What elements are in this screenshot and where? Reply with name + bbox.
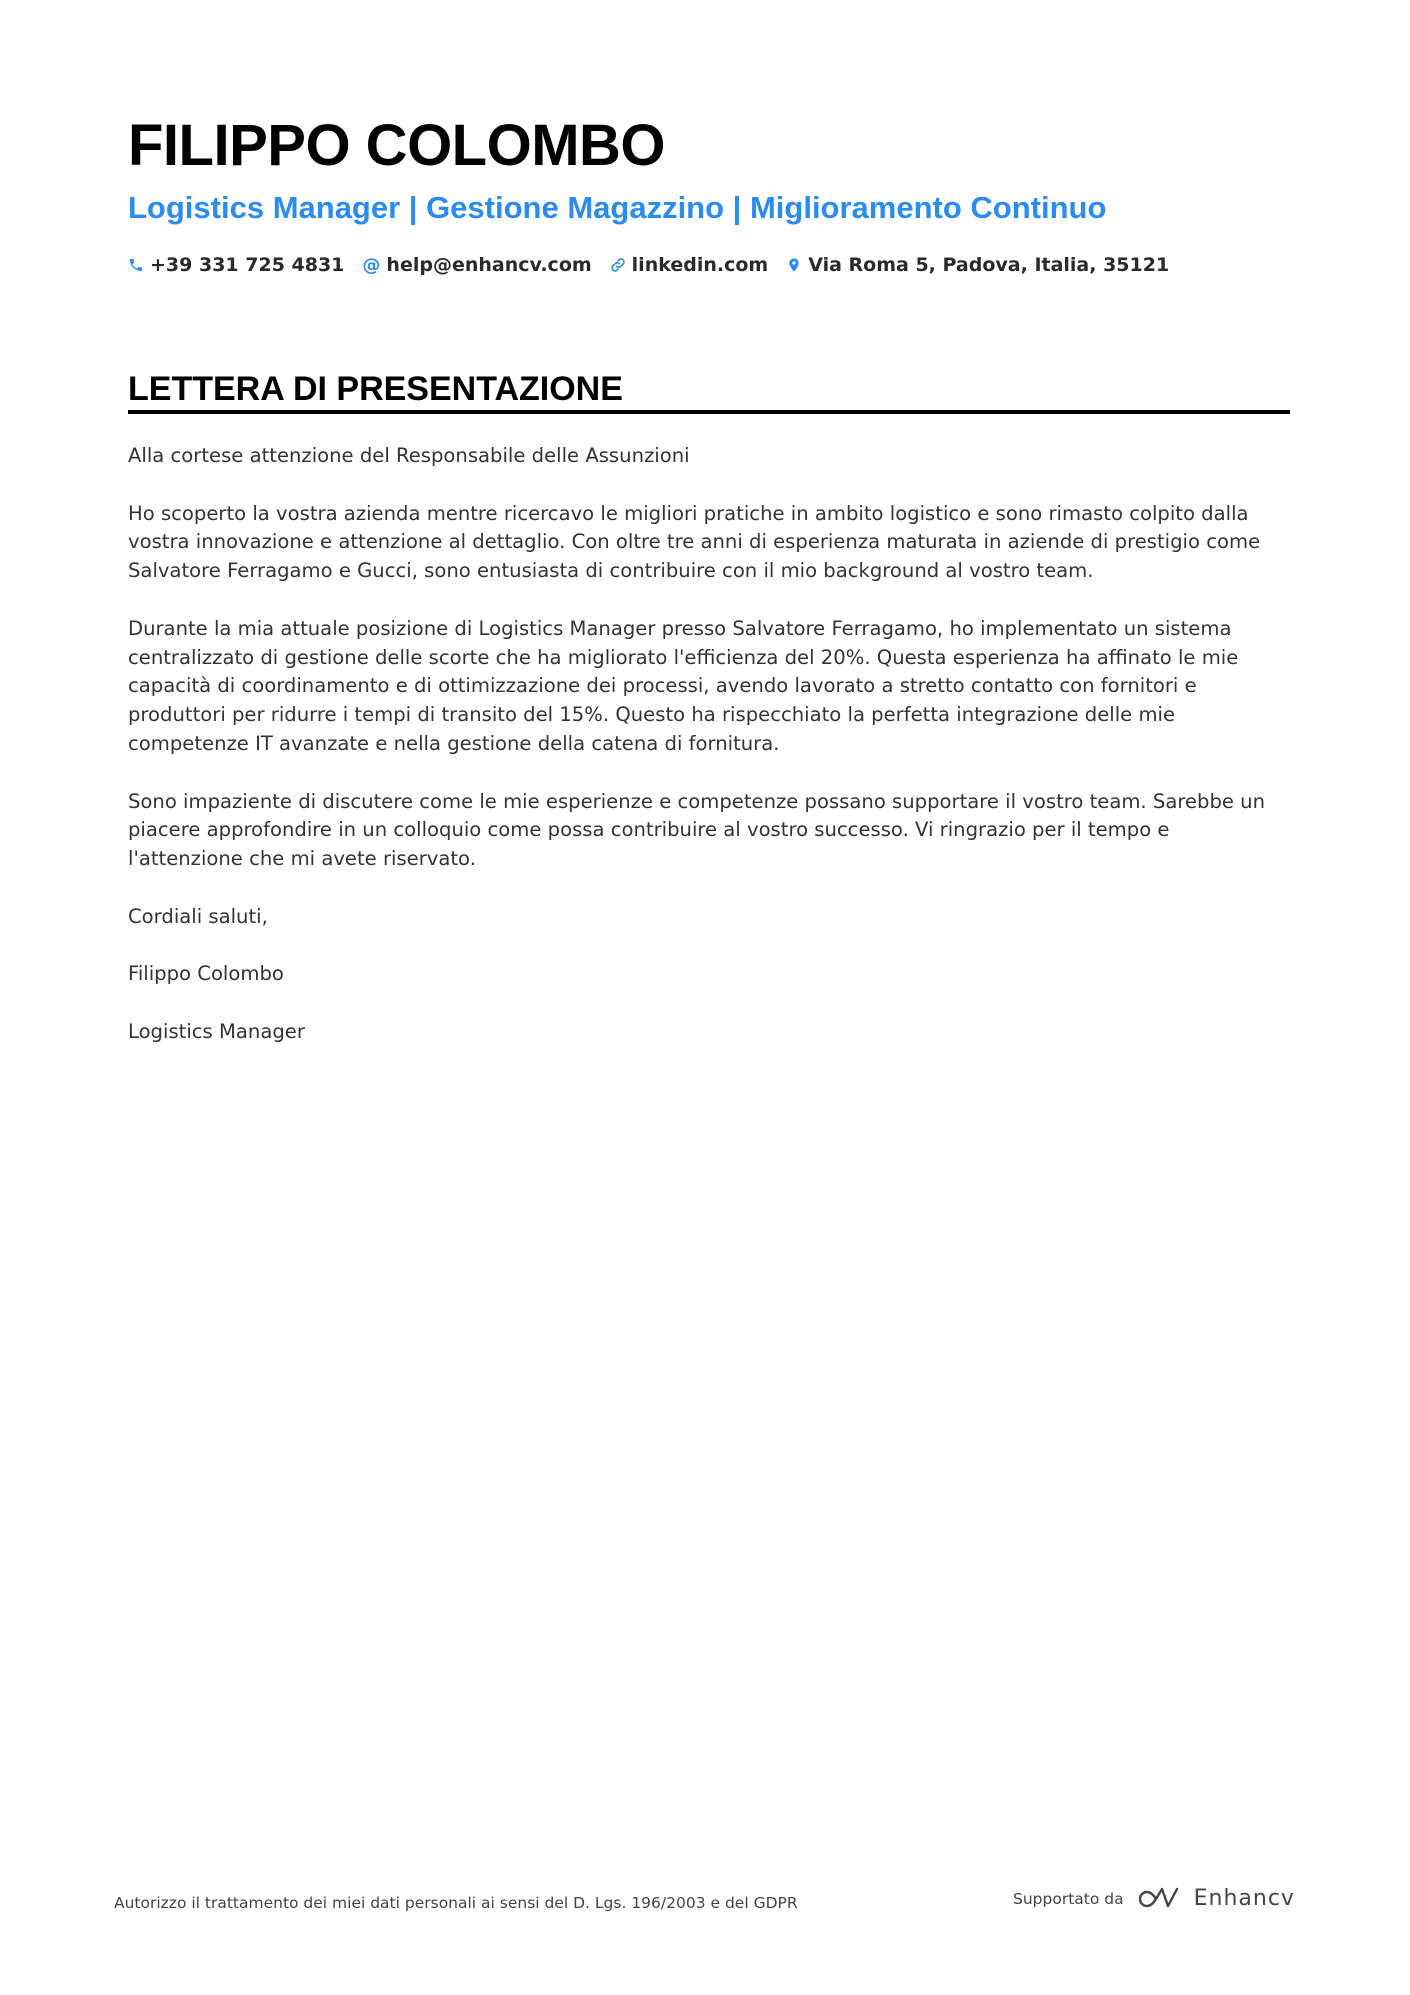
- closing: Cordiali saluti,: [128, 904, 268, 928]
- signature-name: Filippo Colombo: [128, 962, 284, 986]
- privacy-notice: Autorizzo il trattamento dei miei dati personali ai sensi del D. Lgs. 196/2003 e del GDPR: [114, 1894, 798, 1912]
- enhancv-logo-icon: [1136, 1887, 1182, 1911]
- phone-icon: [128, 257, 144, 273]
- candidate-headline: Logistics Manager | Gestione Magazzino | Miglioramento Continuo: [128, 190, 1107, 225]
- contact-email[interactable]: [362, 254, 591, 276]
- letter-paragraph: Ho scoperto la vostra azienda mentre ricercavo le migliori pratiche in ambito logistico e sono rimasto colpito dalla vostra innovazione e attenzione al dettaglio. Con oltre tre anni di esperienza maturata in aziende di prestigio come Salvatore Ferragamo e Gucci, sono entusiasta di contribuire con il mio background al vostro team.: [128, 501, 1261, 583]
- section-title: LETTERA DI PRESENTAZIONE: [128, 370, 623, 408]
- brand-logo: [1136, 1886, 1295, 1911]
- powered-by[interactable]: [1013, 1886, 1295, 1911]
- at-icon: @: [362, 254, 381, 276]
- signature-title: Logistics Manager: [128, 1019, 305, 1043]
- candidate-name: FILIPPO COLOMBO: [128, 113, 666, 178]
- letter-body: [128, 442, 1290, 1076]
- letter-paragraph: Durante la mia attuale posizione di Logistics Manager presso Salvatore Ferragamo, ho implementato un sistema centralizzato di gestione delle scorte che ha migliorato l'efficienza del 20%. Questa esperienza ha affinato le mie capacità di coordinamento e di ottimizzazione dei processi, avendo lavorato a stretto contatto con fornitori e produttori per ridurre i tempi di transito del 15%. Questo ha rispecchiato la perfetta integrazione delle mie competenze IT avanzate e nella gestione della catena di fornitura.: [128, 616, 1239, 755]
- brand-name: Enhancv: [1193, 1886, 1295, 1911]
- letter-paragraph: Sono impaziente di discutere come le mie esperienze e competenze possano supportare il vostro team. Sarebbe un piacere approfondire in un colloquio come possa contribuire al vostro successo. Vi ringrazio per il tempo e l'attenzione che mi avete riservato.: [128, 789, 1266, 871]
- contact-website[interactable]: [610, 254, 769, 276]
- map-pin-icon: [786, 257, 802, 273]
- phone-text: +39 331 725 4831: [150, 254, 345, 276]
- email-text: help@enhancv.com: [386, 254, 592, 276]
- address-text: Via Roma 5, Padova, Italia, 35121: [808, 254, 1170, 276]
- powered-by-label: Supportato da: [1013, 1889, 1124, 1908]
- contact-address: [786, 254, 1169, 276]
- contact-phone[interactable]: [128, 254, 344, 276]
- link-icon: [610, 257, 626, 273]
- contact-bar: [128, 254, 1169, 276]
- section-divider: [128, 410, 1290, 414]
- salutation: Alla cortese attenzione del Responsabile delle Assunzioni: [128, 444, 690, 467]
- website-text: linkedin.com: [631, 254, 769, 276]
